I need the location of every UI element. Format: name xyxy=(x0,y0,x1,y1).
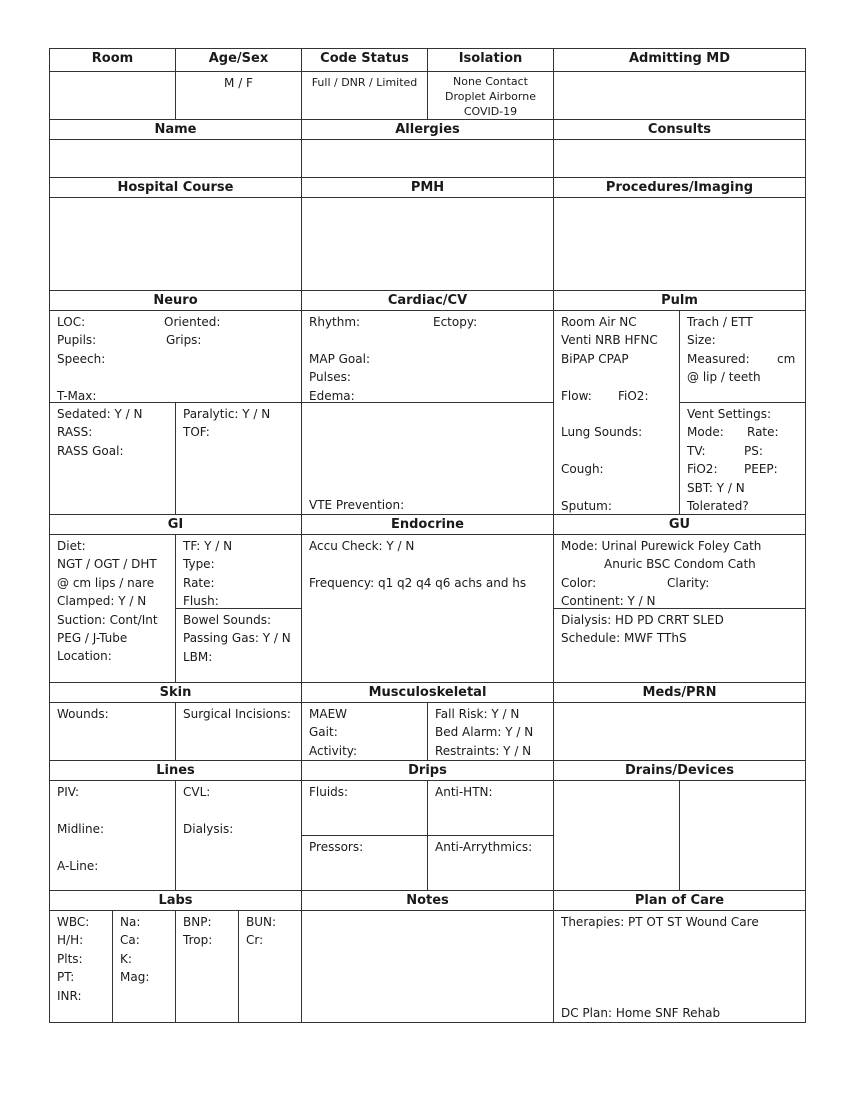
gait-label: Gait: xyxy=(309,725,338,740)
age-sex-options: M / F xyxy=(224,76,253,90)
pressors-field[interactable] xyxy=(301,835,428,891)
isolation-option-line: COVID-19 xyxy=(463,105,518,118)
k-label: K: xyxy=(120,951,132,966)
wounds-field[interactable] xyxy=(49,702,176,761)
gu-assessment[interactable] xyxy=(553,534,806,609)
fluids-field[interactable] xyxy=(301,780,428,836)
tof-label: TOF: xyxy=(183,425,210,440)
endocrine-assessment[interactable] xyxy=(301,534,554,683)
gu-mode-label: Mode: Urinal Purewick Foley Cath xyxy=(561,539,762,553)
devices-field[interactable] xyxy=(679,780,806,891)
header-labs: Labs xyxy=(49,890,302,911)
admitting-md-field[interactable] xyxy=(553,71,806,120)
wounds-label: Wounds: xyxy=(57,707,109,721)
o2-device-line: Room Air NC xyxy=(561,315,637,329)
restraints-label: Restraints: Y / N xyxy=(435,743,532,758)
maew-label: MAEW xyxy=(309,707,348,721)
na-label: Na: xyxy=(120,915,141,929)
ectopy-label: Ectopy: xyxy=(433,315,478,329)
pulses-label: Pulses: xyxy=(309,370,351,385)
bowel-section[interactable] xyxy=(175,608,302,683)
paralytic-section[interactable] xyxy=(175,402,302,515)
grips-label: Grips: xyxy=(166,333,202,348)
surgical-incisions-label: Surgical Incisions: xyxy=(183,707,291,721)
plan-of-care-field[interactable] xyxy=(553,910,806,1023)
peep-label: PEEP: xyxy=(744,462,778,477)
surgical-incisions-field[interactable] xyxy=(175,702,302,761)
map-goal-label: MAP Goal: xyxy=(309,351,370,366)
gi-assessment[interactable] xyxy=(49,534,176,683)
isolation-field[interactable] xyxy=(427,71,554,120)
speech-label: Speech: xyxy=(57,351,106,366)
sedated-label: Sedated: Y / N xyxy=(57,407,143,421)
header-endocrine: Endocrine xyxy=(301,514,554,535)
cough-label: Cough: xyxy=(561,462,604,477)
safety-section[interactable] xyxy=(427,702,554,761)
header-notes: Notes xyxy=(301,890,554,911)
pupils-label: Pupils: xyxy=(57,333,97,348)
a-line-label: A-Line: xyxy=(57,858,99,873)
bun-label: BUN: xyxy=(246,915,277,929)
patient-report-sheet xyxy=(50,49,807,1024)
tv-label: TV: xyxy=(687,443,706,458)
anti-htn-field[interactable] xyxy=(427,780,554,836)
header-drains-devices: Drains/Devices xyxy=(553,760,806,781)
tf-type-label: Type: xyxy=(183,557,215,572)
midline-label: Midline: xyxy=(57,821,105,836)
passing-gas-label: Passing Gas: Y / N xyxy=(183,631,291,646)
header-gu: GU xyxy=(553,514,806,535)
fall-risk-label: Fall Risk: Y / N xyxy=(435,707,520,721)
notes-field[interactable] xyxy=(301,910,554,1023)
header-meds-prn: Meds/PRN xyxy=(553,682,806,703)
vent-settings-label: Vent Settings: xyxy=(687,407,772,421)
sedation-section[interactable] xyxy=(49,402,176,515)
ca-label: Ca: xyxy=(120,933,140,948)
mobility-section[interactable] xyxy=(301,702,428,761)
measured-label: Measured: xyxy=(687,351,750,366)
neuro-assessment[interactable] xyxy=(49,310,302,403)
hospital-course-field[interactable] xyxy=(49,197,302,291)
mag-label: Mag: xyxy=(120,970,150,985)
vent-fio2-label: FiO2: xyxy=(687,462,718,477)
urine-color-label: Color: xyxy=(561,575,597,590)
name-field[interactable] xyxy=(49,139,302,178)
diet-label: Diet: xyxy=(57,539,86,553)
rass-goal-label: RASS Goal: xyxy=(57,443,124,458)
paralytic-label: Paralytic: Y / N xyxy=(183,407,271,421)
trach-ett-label: Trach / ETT xyxy=(687,315,753,329)
labs-column-1[interactable] xyxy=(49,910,113,1023)
isolation-option-line: None Contact xyxy=(453,75,528,88)
header-gi: GI xyxy=(49,514,302,535)
header-lines: Lines xyxy=(49,760,302,781)
flush-label: Flush: xyxy=(183,594,219,609)
header-code-status: Code Status xyxy=(301,48,428,72)
hh-label: H/H: xyxy=(57,933,84,948)
continent-label: Continent: Y / N xyxy=(561,594,656,609)
tf-label: TF: Y / N xyxy=(183,539,233,553)
header-musculoskeletal: Musculoskeletal xyxy=(301,682,554,703)
sbt-label: SBT: Y / N xyxy=(687,480,745,495)
labs-column-3[interactable] xyxy=(175,910,239,1023)
header-age-sex: Age/Sex xyxy=(175,48,302,72)
isolation-option-line: Droplet Airborne xyxy=(445,90,536,103)
anti-arrythmics-label: Anti-Arrythmics: xyxy=(435,840,533,854)
rass-label: RASS: xyxy=(57,425,93,440)
age-sex-field[interactable] xyxy=(175,71,302,120)
inr-label: INR: xyxy=(57,988,82,1003)
room-field[interactable] xyxy=(49,71,176,120)
airway-section[interactable] xyxy=(679,310,806,403)
wbc-label: WBC: xyxy=(57,915,90,929)
plts-label: Plts: xyxy=(57,951,83,966)
o2-device-line: BiPAP CPAP xyxy=(561,351,629,366)
location-label: Location: xyxy=(57,649,112,664)
header-plan-of-care: Plan of Care xyxy=(553,890,806,911)
oriented-label: Oriented: xyxy=(164,315,221,329)
sputum-label: Sputum: xyxy=(561,498,612,513)
pressors-label: Pressors: xyxy=(309,840,364,854)
size-label: Size: xyxy=(687,333,716,348)
allergies-field[interactable] xyxy=(301,139,554,178)
header-isolation: Isolation xyxy=(427,48,554,72)
ps-label: PS: xyxy=(744,443,763,458)
urine-clarity-label: Clarity: xyxy=(667,575,710,590)
cm-label: cm xyxy=(777,351,796,366)
header-pulm: Pulm xyxy=(553,290,806,311)
o2-device-line: Venti NRB HFNC xyxy=(561,333,658,348)
header-neuro: Neuro xyxy=(49,290,302,311)
lung-sounds-label: Lung Sounds: xyxy=(561,425,643,440)
cardiac-assessment[interactable] xyxy=(301,310,554,403)
dialysis-section[interactable] xyxy=(553,608,806,683)
lip-teeth-label: @ lip / teeth xyxy=(687,370,761,385)
header-skin: Skin xyxy=(49,682,302,703)
trop-label: Trop: xyxy=(183,933,213,948)
consults-field[interactable] xyxy=(553,139,806,178)
tolerated-label: Tolerated? xyxy=(687,498,749,513)
piv-label: PIV: xyxy=(57,785,80,799)
vent-settings-section[interactable] xyxy=(679,402,806,515)
peg-label: PEG / J-Tube xyxy=(57,630,128,645)
accu-check-label: Accu Check: Y / N xyxy=(309,539,415,553)
vent-rate-label: Rate: xyxy=(747,425,779,440)
fio2-label: FiO2: xyxy=(618,388,649,403)
vte-section[interactable] xyxy=(301,402,554,515)
cr-label: Cr: xyxy=(246,933,264,948)
pmh-field[interactable] xyxy=(301,197,554,291)
peripheral-lines-section[interactable] xyxy=(49,780,176,891)
drains-field[interactable] xyxy=(553,780,680,891)
clamped-label: Clamped: Y / N xyxy=(57,594,147,609)
pulm-assessment[interactable] xyxy=(553,310,680,515)
central-lines-section[interactable] xyxy=(175,780,302,891)
header-hospital-course: Hospital Course xyxy=(49,177,302,198)
activity-label: Activity: xyxy=(309,743,358,758)
dialysis-schedule-label: Schedule: MWF TThS xyxy=(561,631,687,646)
vte-prevention-label: VTE Prevention: xyxy=(309,498,405,512)
dialysis-type-label: Dialysis: HD PD CRRT SLED xyxy=(561,613,724,627)
tf-rate-label: Rate: xyxy=(183,575,215,590)
bowel-sounds-label: Bowel Sounds: xyxy=(183,613,272,627)
pt-label: PT: xyxy=(57,970,75,985)
header-drips: Drips xyxy=(301,760,554,781)
anti-arrythmics-field[interactable] xyxy=(427,835,554,891)
header-procedures-imaging: Procedures/Imaging xyxy=(553,177,806,198)
bed-alarm-label: Bed Alarm: Y / N xyxy=(435,725,534,740)
tube-feeding-section[interactable] xyxy=(175,534,302,609)
therapies-label: Therapies: PT OT ST Wound Care xyxy=(561,915,759,929)
meds-prn-field[interactable] xyxy=(553,702,806,761)
labs-column-4[interactable] xyxy=(238,910,302,1023)
anti-htn-label: Anti-HTN: xyxy=(435,785,493,799)
bnp-label: BNP: xyxy=(183,915,212,929)
header-pmh: PMH xyxy=(301,177,554,198)
header-name: Name xyxy=(49,119,302,140)
tube-type-label: NGT / OGT / DHT xyxy=(57,557,157,572)
vent-mode-label: Mode: xyxy=(687,425,724,440)
flow-label: Flow: xyxy=(561,388,592,403)
loc-label: LOC: xyxy=(57,315,86,329)
tube-depth-label: @ cm lips / nare xyxy=(57,575,155,590)
fluids-label: Fluids: xyxy=(309,785,349,799)
gu-mode-options-line2: Anuric BSC Condom Cath xyxy=(604,557,756,572)
dialysis-line-label: Dialysis: xyxy=(183,821,234,836)
code-status-field[interactable] xyxy=(301,71,428,120)
suction-label: Suction: Cont/Int xyxy=(57,612,158,627)
lbm-label: LBM: xyxy=(183,649,213,664)
header-cardiac: Cardiac/CV xyxy=(301,290,554,311)
labs-column-2[interactable] xyxy=(112,910,176,1023)
tmax-label: T-Max: xyxy=(57,388,97,403)
dc-plan-label: DC Plan: Home SNF Rehab xyxy=(561,1006,721,1020)
cvl-label: CVL: xyxy=(183,785,211,799)
header-admitting-md: Admitting MD xyxy=(553,48,806,72)
procedures-imaging-field[interactable] xyxy=(553,197,806,291)
header-room: Room xyxy=(49,48,176,72)
edema-label: Edema: xyxy=(309,388,355,403)
frequency-label: Frequency: q1 q2 q4 q6 achs and hs xyxy=(309,575,527,590)
header-allergies: Allergies xyxy=(301,119,554,140)
header-consults: Consults xyxy=(553,119,806,140)
rhythm-label: Rhythm: xyxy=(309,315,361,329)
code-status-options: Full / DNR / Limited xyxy=(311,76,418,89)
